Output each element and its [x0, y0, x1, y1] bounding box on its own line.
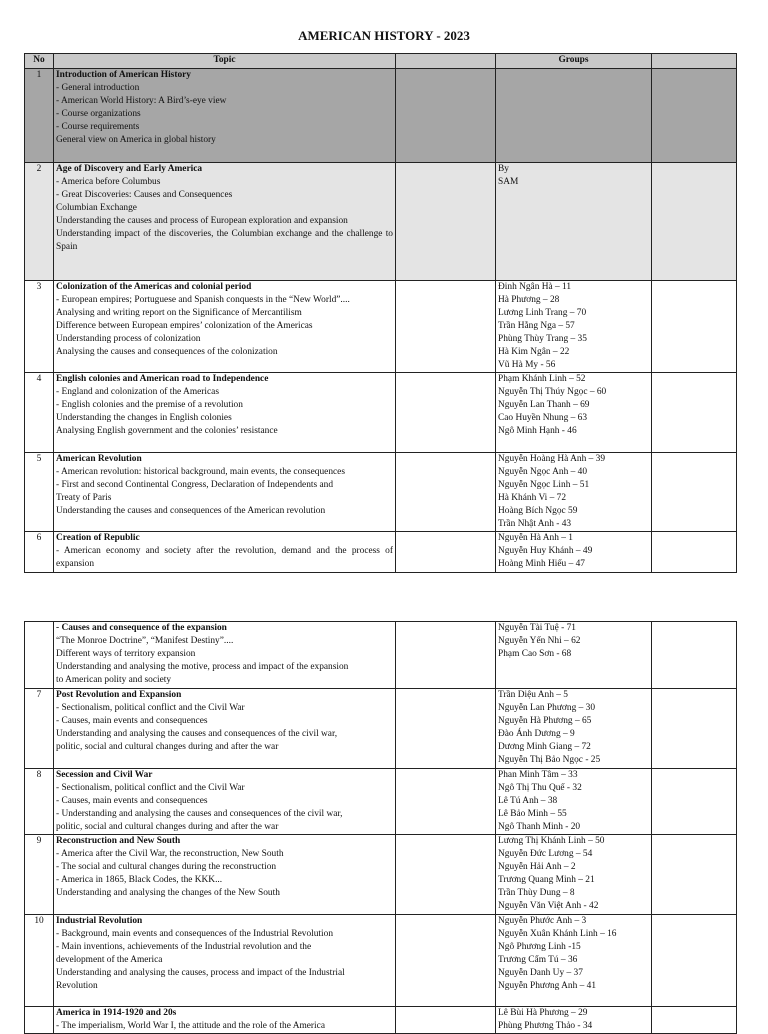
topic-line: - Course requirements: [56, 122, 140, 132]
topic-line: Understanding and analysing the changes of the New South: [56, 888, 280, 898]
table-row: [25, 689, 737, 769]
topic-line: - The imperialism, World War I, the attitude and the role of the America: [56, 1021, 325, 1031]
group-member: Lê Tú Anh – 38: [498, 796, 558, 806]
topic-heading: Colonization of the Americas and colonial period: [56, 282, 252, 292]
topic-cell: [54, 1007, 396, 1034]
groups-cell: [496, 373, 652, 453]
topic-cell: [54, 622, 396, 689]
table-row: [25, 915, 737, 1007]
table-row: [25, 532, 737, 573]
topic-line: - American revolution: historical background, main events, the consequences: [56, 467, 345, 477]
topic-line: - American economy and society after the revolution, demand and the process of expansion: [56, 546, 393, 569]
row-number: 4: [25, 373, 54, 453]
topic-line: - America after the Civil War, the reconstruction, New South: [56, 849, 284, 859]
row-number: 1: [25, 69, 54, 163]
table-row: [25, 622, 737, 689]
table-row: [25, 769, 737, 835]
group-member: Ngô Minh Hạnh - 46: [498, 426, 577, 436]
table-row: [25, 163, 737, 281]
topic-line: General view on America in global history: [56, 135, 216, 145]
topic-cell: [54, 373, 396, 453]
topic-cell: [54, 532, 396, 573]
topic-line: Understanding the causes and consequences of the American revolution: [56, 506, 326, 516]
topic-line: - European empires; Portuguese and Spanish conquests in the “New World”....: [56, 295, 350, 305]
topic-line: Understanding and analysing the motive, process and impact of the expansion: [56, 662, 349, 672]
blank-cell: [396, 163, 496, 281]
group-member: Trương Cẩm Tú – 36: [498, 955, 578, 965]
group-member: Phạm Khánh Linh – 52: [498, 374, 586, 384]
group-member: Hà Kim Ngân – 22: [498, 347, 570, 357]
group-member: Đinh Ngân Hà – 11: [498, 282, 572, 292]
header-no: No: [25, 54, 54, 69]
group-member: Nguyễn Phước Anh – 3: [498, 916, 587, 926]
topic-cell: [54, 163, 396, 281]
group-member: Ngô Thanh Minh - 20: [498, 822, 581, 832]
blank-cell: [396, 689, 496, 769]
blank-cell-2: [652, 835, 737, 915]
group-member: Nguyễn Đức Lương – 54: [498, 849, 593, 859]
groups-cell: [496, 1007, 652, 1034]
group-member: Hà Khánh Vi – 72: [498, 493, 567, 503]
blank-cell: [396, 453, 496, 532]
blank-cell: [396, 835, 496, 915]
topic-line: Analysing English government and the colonies’ resistance: [56, 426, 278, 436]
blank-cell-2: [652, 532, 737, 573]
topic-line: Understanding impact of the discoveries, the Columbian exchange and the challenge to Spain: [56, 229, 393, 252]
topic-line: - The social and cultural changes during the reconstruction: [56, 862, 277, 872]
header-groups: Groups: [496, 54, 652, 69]
group-member: Nguyễn Hải Anh – 2: [498, 862, 576, 872]
topic-line: - America in 1865, Black Codes, the KKK...: [56, 875, 223, 885]
topic-heading: America in 1914-1920 and 20s: [56, 1008, 177, 1018]
group-member: Nguyễn Phương Anh – 41: [498, 981, 597, 991]
row-number: [25, 1007, 54, 1034]
topic-line: Analysing the causes and consequences of the colonization: [56, 347, 278, 357]
group-member: Nguyễn Lan Thanh – 69: [498, 400, 590, 410]
header-blank-2: [652, 54, 737, 69]
group-member: Hoàng Minh Hiếu – 47: [498, 559, 585, 569]
topic-line: - American World History: A Bird’s-eye view: [56, 96, 227, 106]
page-title: AMERICAN HISTORY - 2023: [298, 28, 470, 43]
blank-cell-2: [652, 622, 737, 689]
group-member: Ngô Thị Thu Quế - 32: [498, 783, 582, 793]
group-member: Trần Thùy Dung – 8: [498, 888, 575, 898]
group-member: SAM: [498, 177, 519, 187]
topic-line: Columbian Exchange: [56, 203, 137, 213]
topic-heading: Secession and Civil War: [56, 770, 153, 780]
topic-cell: [54, 689, 396, 769]
topic-line: - Sectionalism, political conflict and the Civil War: [56, 703, 245, 713]
topic-line: “The Monroe Doctrine”, “Manifest Destiny”....: [56, 636, 234, 646]
blank-cell-2: [652, 69, 737, 163]
header-blank: [396, 54, 496, 69]
table-row: [25, 281, 737, 373]
topic-cell: [54, 69, 396, 163]
row-number: 2: [25, 163, 54, 281]
blank-cell-2: [652, 915, 737, 1007]
row-number: 7: [25, 689, 54, 769]
topic-heading: English colonies and American road to Independence: [56, 374, 269, 384]
group-member: Trần Diệu Anh – 5: [498, 690, 568, 700]
header-topic: Topic: [54, 54, 396, 69]
group-member: Nguyễn Ngọc Linh – 51: [498, 480, 590, 490]
blank-cell: [396, 69, 496, 163]
topic-line: - Course organizations: [56, 109, 141, 119]
group-member: Nguyễn Danh Uy – 37: [498, 968, 583, 978]
table-row: [25, 69, 737, 163]
topic-line: politic, social and cultural changes during and after the war: [56, 742, 279, 752]
group-member: Nguyễn Xuân Khánh Linh – 16: [498, 929, 617, 939]
group-member: Lê Bảo Minh – 55: [498, 809, 567, 819]
topic-heading: Reconstruction and New South: [56, 836, 181, 846]
group-member: Trần Nhật Anh - 43: [498, 519, 572, 529]
topic-line: Analysing and writing report on the Significance of Mercantilism: [56, 308, 302, 318]
topic-heading: American Revolution: [56, 454, 142, 464]
topic-line: Understanding process of colonization: [56, 334, 201, 344]
group-member: Trương Quang Minh – 21: [498, 875, 595, 885]
topic-cell: [54, 915, 396, 1007]
table-header-row: [25, 54, 737, 69]
topic-line: Understanding the changes in English colonies: [56, 413, 232, 423]
row-number: 6: [25, 532, 54, 573]
blank-cell-2: [652, 689, 737, 769]
group-member: Trần Hằng Nga – 57: [498, 321, 575, 331]
group-member: Nguyễn Hà Anh – 1: [498, 533, 573, 543]
table-row: [25, 1007, 737, 1034]
topic-line: - Understanding and analysing the causes and consequences of the civil war,: [56, 809, 343, 819]
topic-line: - Causes, main events and consequences: [56, 716, 208, 726]
schedule-table-page-1: [24, 53, 737, 573]
group-member: Dương Minh Giang – 72: [498, 742, 591, 752]
group-member: Ngô Phương Linh -15: [498, 942, 581, 952]
table-row: [25, 835, 737, 915]
topic-cell: [54, 769, 396, 835]
group-member: Cao Huyền Nhung – 63: [498, 413, 588, 423]
groups-cell: [496, 281, 652, 373]
topic-heading: Age of Discovery and Early America: [56, 164, 203, 174]
groups-cell: [496, 69, 652, 163]
topic-line: - Great Discoveries: Causes and Consequences: [56, 190, 233, 200]
group-member: Phan Minh Tâm – 33: [498, 770, 578, 780]
blank-cell-2: [652, 281, 737, 373]
topic-line: - Main inventions, achievements of the Industrial revolution and the: [56, 942, 312, 952]
table-row: [25, 373, 737, 453]
row-number: 9: [25, 835, 54, 915]
topic-heading: Creation of Republic: [56, 533, 140, 543]
group-member: Nguyễn Huy Khánh – 49: [498, 546, 593, 556]
topic-line: - First and second Continental Congress, Declaration of Independents and: [56, 480, 334, 490]
groups-cell: [496, 532, 652, 573]
topic-heading: Introduction of American History: [56, 70, 191, 80]
topic-line: Treaty of Paris: [56, 493, 112, 503]
row-number: 3: [25, 281, 54, 373]
blank-cell-2: [652, 769, 737, 835]
topic-line: to American polity and society: [56, 675, 172, 685]
group-member: Đào Ánh Dương – 9: [498, 729, 575, 739]
groups-cell: [496, 689, 652, 769]
group-member: Nguyễn Hoàng Hà Anh – 39: [498, 454, 606, 464]
group-member: Nguyễn Lan Phương – 30: [498, 703, 596, 713]
blank-cell-2: [652, 373, 737, 453]
topic-line: Different ways of territory expansion: [56, 649, 196, 659]
group-member: Nguyễn Hà Phương – 65: [498, 716, 592, 726]
topic-line: - Background, main events and consequences of the Industrial Revolution: [56, 929, 334, 939]
row-number: 10: [25, 915, 54, 1007]
blank-cell-2: [652, 1007, 737, 1034]
group-member: Vũ Hà My - 56: [498, 360, 556, 370]
groups-cell: [496, 163, 652, 281]
topic-line: Revolution: [56, 981, 98, 991]
group-member: Lê Bùi Hà Phương – 29: [498, 1008, 588, 1018]
topic-heading: Industrial Revolution: [56, 916, 143, 926]
group-member: Nguyễn Ngọc Anh – 40: [498, 467, 588, 477]
group-member: Nguyễn Tài Tuệ - 71: [498, 623, 576, 633]
topic-line: Understanding the causes and process of European exploration and expansion: [56, 216, 348, 226]
groups-cell: [496, 622, 652, 689]
blank-cell: [396, 769, 496, 835]
groups-cell: [496, 915, 652, 1007]
topic-line: - Sectionalism, political conflict and the Civil War: [56, 783, 245, 793]
row-number: 5: [25, 453, 54, 532]
table-row: [25, 453, 737, 532]
group-member: By: [498, 164, 509, 174]
groups-cell: [496, 835, 652, 915]
topic-line: development of the America: [56, 955, 163, 965]
group-member: Phùng Phương Thảo - 34: [498, 1021, 593, 1031]
topic-line: - England and colonization of the Americas: [56, 387, 219, 397]
schedule-table-page-2: [24, 621, 737, 1034]
topic-heading: Post Revolution and Expansion: [56, 690, 182, 700]
group-member: Nguyễn Yến Nhi – 62: [498, 636, 581, 646]
group-member: Hoàng Bích Ngọc 59: [498, 506, 578, 516]
blank-cell: [396, 532, 496, 573]
topic-line: politic, social and cultural changes during and after the war: [56, 822, 279, 832]
topic-line: - English colonies and the premise of a revolution: [56, 400, 243, 410]
blank-cell-2: [652, 163, 737, 281]
group-member: Nguyễn Văn Việt Anh - 42: [498, 901, 599, 911]
topic-cell: [54, 835, 396, 915]
topic-cell: [54, 281, 396, 373]
group-member: Hà Phương – 28: [498, 295, 560, 305]
blank-cell: [396, 622, 496, 689]
topic-line: - Causes, main events and consequences: [56, 796, 208, 806]
topic-line: Understanding and analysing the causes, process and impact of the Industrial: [56, 968, 345, 978]
topic-cell: [54, 453, 396, 532]
topic-line: Difference between European empires’ colonization of the Americas: [56, 321, 313, 331]
topic-heading: - Causes and consequence of the expansion: [56, 623, 227, 633]
topic-line: - General introduction: [56, 83, 140, 93]
row-number: 8: [25, 769, 54, 835]
topic-line: - America before Columbus: [56, 177, 161, 187]
blank-cell: [396, 281, 496, 373]
blank-cell: [396, 1007, 496, 1034]
group-member: Phùng Thùy Trang – 35: [498, 334, 587, 344]
group-member: Nguyễn Thị Thúy Ngọc – 60: [498, 387, 607, 397]
group-member: Phạm Cao Sơn - 68: [498, 649, 572, 659]
group-member: Lương Thị Khánh Linh – 50: [498, 836, 605, 846]
blank-cell: [396, 373, 496, 453]
group-member: Nguyễn Thị Bảo Ngọc - 25: [498, 755, 601, 765]
row-number: [25, 622, 54, 689]
blank-cell: [396, 915, 496, 1007]
group-member: Lương Linh Trang – 70: [498, 308, 587, 318]
blank-cell-2: [652, 453, 737, 532]
groups-cell: [496, 769, 652, 835]
topic-line: Understanding and analysing the causes and consequences of the civil war,: [56, 729, 338, 739]
groups-cell: [496, 453, 652, 532]
